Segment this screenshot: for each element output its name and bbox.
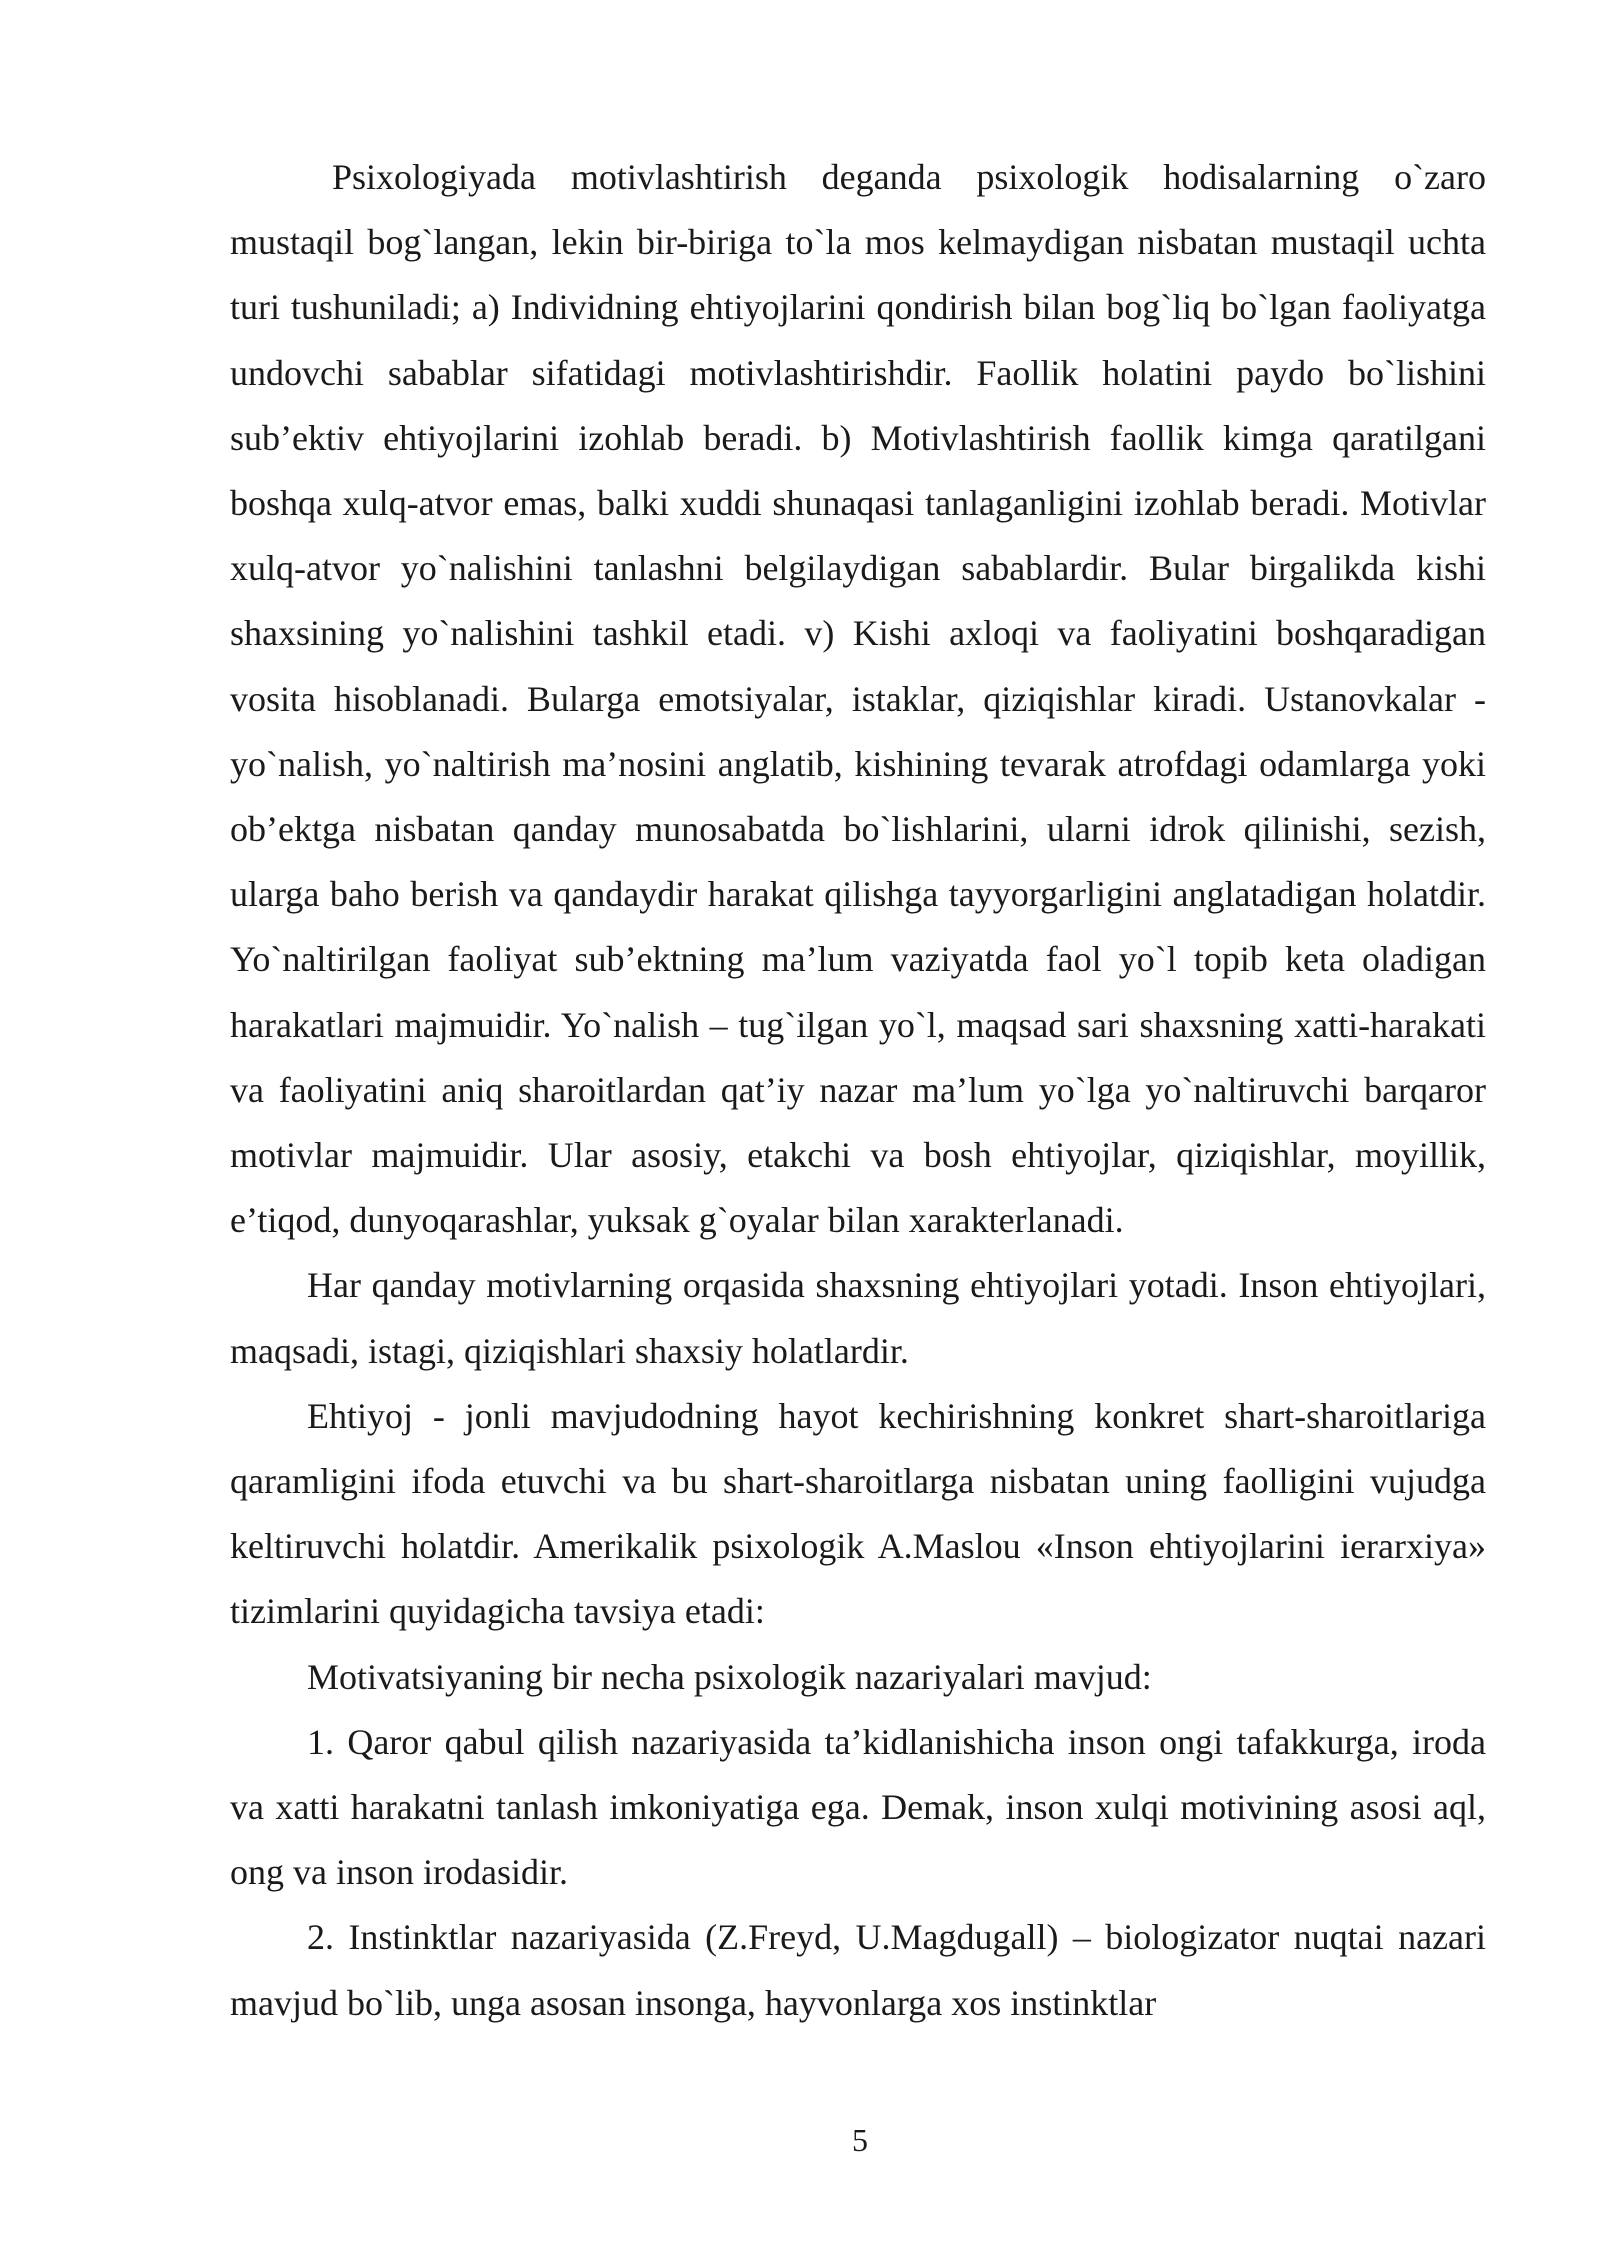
page-number: 5 [852, 2122, 868, 2158]
paragraph-theory-decision: 1. Qaror qabul qilish nazariyasida ta’kidlanishicha inson ongi tafakkurga, iroda va xatti harakatni tanlash imkoniyatiga ega. Demak, inson xulqi motivining asosi aql, ong va inson irodasidir. [230, 1721, 1486, 1893]
document-body [230, 145, 1486, 2036]
paragraph-theory-instincts: 2. Instinktlar nazariyasida (Z.Freyd, U.Magdugall) – biologizator nuqtai nazari mavjud bo`lib, unga asosan insonga, hayvonlarga xos instinktlar [230, 1917, 1486, 2023]
paragraph-needs: Har qanday motivlarning orqasida shaxsning ehtiyojlari yotadi. Inson ehtiyojlari, maqsadi, istagi, qiziqishlari shaxsiy holatlardir. [230, 1265, 1486, 1371]
paragraph-motivation-types: Psixologiyada motivlashtirish deganda psixologik hodisalarning o`zaro mustaqil bog`langan, lekin bir-biriga to`la mos kelmaydigan nisbatan mustaqil uchta turi tushuniladi; a) Individning ehtiyojlarini qondirish bilan bog`liq bo`lgan faoliyatga undovchi sabablar sifatidagi motivlashtirishdir. Faollik holatini paydo bo`lishini sub’ektiv ehtiyojlarini izohlab beradi. b) Motivlashtirish faollik kimga qaratilgani boshqa xulq-atvor emas, balki xuddi shunaqasi tanlaganligini izohlab beradi. Motivlar xulq-atvor yo`nalishini tanlashni belgilaydigan sabablardir. Bular birgalikda kishi shaxsining yo`nalishini tashkil etadi. v) Kishi axloqi va faoliyatini boshqaradigan vosita hisoblanadi. Bularga emotsiyalar, istaklar, qiziqishlar kiradi. Ustanovkalar - yo`nalish, yo`naltirish ma’nosini anglatib, kishining tevarak atrofdagi odamlarga yoki ob’ektga nisbatan qanday munosabatda bo`lishlarini, ularni idrok qilinishi, sezish, ularga baho berish va qandaydir harakat qilishga tayyorgarligini anglatadigan holatdir. Yo`naltirilgan faoliyat sub’ektning ma’lum vaziyatda faol yo`l topib keta oladigan harakatlari majmuidir. Yo`nalish – tug`ilgan yo`l, maqsad sari shaxsning xatti-harakati va faoliyatini aniq sharoitlardan qat’iy nazar ma’lum yo`lga yo`naltiruvchi barqaror motivlar majmuidir. Ular asosiy, etakchi va bosh ehtiyojlar, qiziqishlar, moyillik, e’tiqod, dunyoqarashlar, yuksak g`oyalar bilan xarakterlanadi. [230, 157, 1486, 1241]
paragraph-need-definition: Ehtiyoj - jonli mavjudodning hayot kechirishning konkret shart-sharoitlariga qaramligini ifoda etuvchi va bu shart-sharoitlarga nisbatan uning faolligini vujudga keltiruvchi holatdir. Amerikalik psixologik A.Maslou «Inson ehtiyojlarini ierarxiya» tizimlarini quyidagicha tavsiya etadi: [230, 1395, 1486, 1632]
paragraph-theories-intro: Motivatsiyaning bir necha psixologik nazariyalari mavjud: [307, 1656, 1152, 1697]
